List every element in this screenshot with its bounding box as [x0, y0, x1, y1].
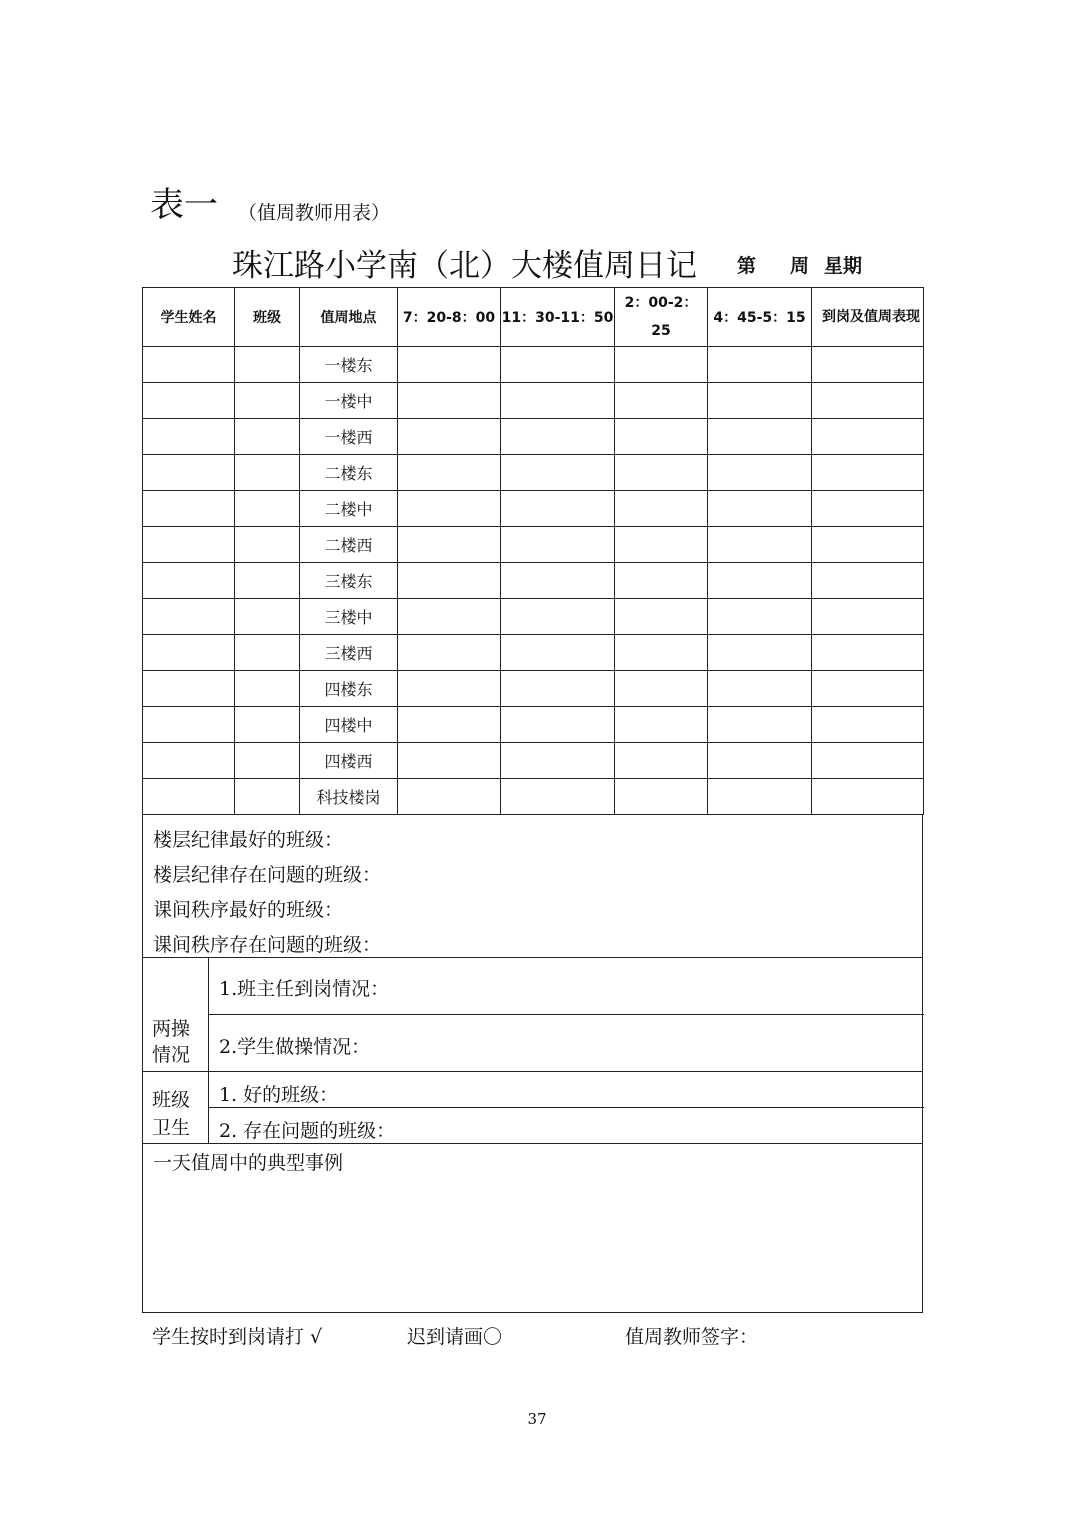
- empty-cell[interactable]: [812, 527, 924, 563]
- empty-cell[interactable]: [235, 599, 300, 635]
- empty-cell[interactable]: [501, 743, 615, 779]
- col-time-3: 2：00-2：25: [615, 288, 708, 347]
- empty-cell[interactable]: [812, 707, 924, 743]
- empty-cell[interactable]: [501, 527, 615, 563]
- table-row: [143, 671, 924, 707]
- typical-case-label: 一天值周中的典型事例: [153, 1152, 344, 1174]
- empty-cell[interactable]: [501, 707, 615, 743]
- empty-cell[interactable]: [812, 455, 924, 491]
- empty-cell[interactable]: [812, 599, 924, 635]
- table-label: 表一: [150, 185, 218, 225]
- typical-case-section: [142, 1143, 923, 1313]
- empty-cell[interactable]: [708, 671, 812, 707]
- empty-cell[interactable]: [143, 707, 235, 743]
- table-header-row: [143, 288, 924, 347]
- table-row: [143, 599, 924, 635]
- empty-cell[interactable]: [501, 671, 615, 707]
- footer-on-time-note: 学生按时到岗请打 √: [152, 1326, 323, 1348]
- empty-cell[interactable]: [708, 599, 812, 635]
- empty-cell[interactable]: [398, 671, 501, 707]
- exercises-section: [142, 957, 923, 1072]
- empty-cell[interactable]: [501, 491, 615, 527]
- empty-cell[interactable]: [501, 635, 615, 671]
- discipline-line: 课间秩序最好的班级：: [153, 899, 344, 921]
- hygiene-item: 1. 好的班级：: [219, 1084, 339, 1106]
- empty-cell[interactable]: [235, 383, 300, 419]
- empty-cell[interactable]: [615, 599, 708, 635]
- table-row: [143, 563, 924, 599]
- empty-cell[interactable]: [615, 527, 708, 563]
- location-cell: 科技楼岗: [300, 779, 398, 815]
- empty-cell[interactable]: [398, 563, 501, 599]
- empty-cell[interactable]: [398, 527, 501, 563]
- col-student-name: 学生姓名: [143, 288, 235, 347]
- empty-cell[interactable]: [501, 347, 615, 383]
- empty-cell[interactable]: [615, 419, 708, 455]
- discipline-line: 楼层纪律最好的班级：: [153, 829, 344, 851]
- empty-cell[interactable]: [143, 347, 235, 383]
- location-cell: 一楼东: [300, 347, 398, 383]
- location-cell: 二楼东: [300, 455, 398, 491]
- empty-cell[interactable]: [708, 527, 812, 563]
- empty-cell[interactable]: [398, 383, 501, 419]
- page-number: 37: [527, 1410, 547, 1428]
- empty-cell[interactable]: [615, 491, 708, 527]
- location-cell: 一楼中: [300, 383, 398, 419]
- col-location: 值周地点: [300, 288, 398, 347]
- empty-cell[interactable]: [398, 491, 501, 527]
- empty-cell[interactable]: [615, 347, 708, 383]
- empty-cell[interactable]: [143, 383, 235, 419]
- discipline-section: [142, 814, 923, 958]
- table-row: [143, 455, 924, 491]
- empty-cell[interactable]: [708, 383, 812, 419]
- empty-cell[interactable]: [708, 563, 812, 599]
- empty-cell[interactable]: [615, 383, 708, 419]
- empty-cell[interactable]: [615, 743, 708, 779]
- empty-cell[interactable]: [615, 671, 708, 707]
- exercises-item: 2.学生做操情况：: [219, 1036, 371, 1058]
- empty-cell[interactable]: [812, 743, 924, 779]
- subtitle: （值周教师用表）: [238, 202, 391, 224]
- location-cell: 一楼西: [300, 419, 398, 455]
- location-cell: 四楼中: [300, 707, 398, 743]
- empty-cell[interactable]: [398, 419, 501, 455]
- empty-cell[interactable]: [615, 455, 708, 491]
- empty-cell[interactable]: [143, 527, 235, 563]
- col-time-4: 4：45-5：15: [708, 288, 812, 347]
- title-week-prefix: 第: [737, 255, 757, 277]
- empty-cell[interactable]: [143, 599, 235, 635]
- empty-cell[interactable]: [812, 671, 924, 707]
- exercises-label: 两操情况: [152, 1018, 191, 1066]
- empty-cell[interactable]: [143, 671, 235, 707]
- table-row: [143, 707, 924, 743]
- empty-cell[interactable]: [708, 743, 812, 779]
- empty-cell[interactable]: [398, 455, 501, 491]
- location-cell: 四楼东: [300, 671, 398, 707]
- empty-cell[interactable]: [143, 455, 235, 491]
- empty-cell[interactable]: [615, 779, 708, 815]
- location-cell: 二楼西: [300, 527, 398, 563]
- empty-cell[interactable]: [143, 563, 235, 599]
- empty-cell[interactable]: [501, 563, 615, 599]
- discipline-line: 课间秩序存在问题的班级：: [153, 934, 382, 956]
- title-weekday: 星期: [824, 255, 863, 277]
- empty-cell[interactable]: [143, 779, 235, 815]
- empty-cell[interactable]: [143, 419, 235, 455]
- empty-cell[interactable]: [615, 707, 708, 743]
- table-row: [143, 527, 924, 563]
- location-cell: 二楼中: [300, 491, 398, 527]
- table-row: [143, 779, 924, 815]
- empty-cell[interactable]: [812, 347, 924, 383]
- empty-cell[interactable]: [812, 383, 924, 419]
- empty-cell[interactable]: [708, 491, 812, 527]
- hygiene-label: 班级卫生: [152, 1089, 191, 1139]
- empty-cell[interactable]: [235, 347, 300, 383]
- empty-cell[interactable]: [812, 491, 924, 527]
- empty-cell[interactable]: [143, 635, 235, 671]
- empty-cell[interactable]: [235, 455, 300, 491]
- empty-cell[interactable]: [708, 707, 812, 743]
- empty-cell[interactable]: [812, 635, 924, 671]
- table-row: [143, 635, 924, 671]
- empty-cell[interactable]: [398, 707, 501, 743]
- table-row: [143, 347, 924, 383]
- empty-cell[interactable]: [708, 419, 812, 455]
- empty-cell[interactable]: [235, 635, 300, 671]
- empty-cell[interactable]: [501, 779, 615, 815]
- empty-cell[interactable]: [235, 779, 300, 815]
- table-row: [143, 743, 924, 779]
- empty-cell[interactable]: [615, 635, 708, 671]
- empty-cell[interactable]: [501, 419, 615, 455]
- empty-cell[interactable]: [398, 635, 501, 671]
- footer-signature: 值周教师签字：: [625, 1326, 759, 1348]
- col-time-2: 11：30-11：50: [501, 288, 615, 347]
- location-cell: 三楼西: [300, 635, 398, 671]
- location-cell: 三楼东: [300, 563, 398, 599]
- empty-cell[interactable]: [235, 491, 300, 527]
- empty-cell[interactable]: [708, 347, 812, 383]
- empty-cell[interactable]: [812, 419, 924, 455]
- col-performance: 到岗及值周表现: [812, 288, 924, 347]
- empty-cell[interactable]: [143, 743, 235, 779]
- empty-cell[interactable]: [143, 491, 235, 527]
- empty-cell[interactable]: [501, 599, 615, 635]
- empty-cell[interactable]: [235, 563, 300, 599]
- title-week-suffix: 周: [790, 255, 810, 277]
- empty-cell[interactable]: [235, 707, 300, 743]
- table-row: [143, 491, 924, 527]
- empty-cell[interactable]: [501, 455, 615, 491]
- discipline-line: 楼层纪律存在问题的班级：: [153, 864, 382, 886]
- table-row: [143, 419, 924, 455]
- empty-cell[interactable]: [615, 563, 708, 599]
- empty-cell[interactable]: [812, 779, 924, 815]
- empty-cell[interactable]: [501, 383, 615, 419]
- col-class: 班级: [235, 288, 300, 347]
- empty-cell[interactable]: [812, 563, 924, 599]
- location-cell: 三楼中: [300, 599, 398, 635]
- location-cell: 四楼西: [300, 743, 398, 779]
- empty-cell[interactable]: [398, 779, 501, 815]
- exercises-item: 1.班主任到岗情况：: [219, 978, 390, 1000]
- empty-cell[interactable]: [235, 527, 300, 563]
- empty-cell[interactable]: [398, 743, 501, 779]
- empty-cell[interactable]: [235, 671, 300, 707]
- empty-cell[interactable]: [708, 455, 812, 491]
- empty-cell[interactable]: [398, 347, 501, 383]
- empty-cell[interactable]: [235, 743, 300, 779]
- table-row: [143, 383, 924, 419]
- hygiene-section: [142, 1071, 923, 1144]
- empty-cell[interactable]: [398, 599, 501, 635]
- empty-cell[interactable]: [708, 779, 812, 815]
- empty-cell[interactable]: [708, 635, 812, 671]
- empty-cell[interactable]: [235, 419, 300, 455]
- col-time-1: 7：20-8：00: [398, 288, 501, 347]
- page-title: 珠江路小学南（北）大楼值周日记: [232, 248, 697, 284]
- hygiene-item: 2. 存在问题的班级：: [219, 1120, 396, 1142]
- duty-table: [142, 287, 924, 815]
- footer-late-note: 迟到请画〇: [407, 1326, 503, 1348]
